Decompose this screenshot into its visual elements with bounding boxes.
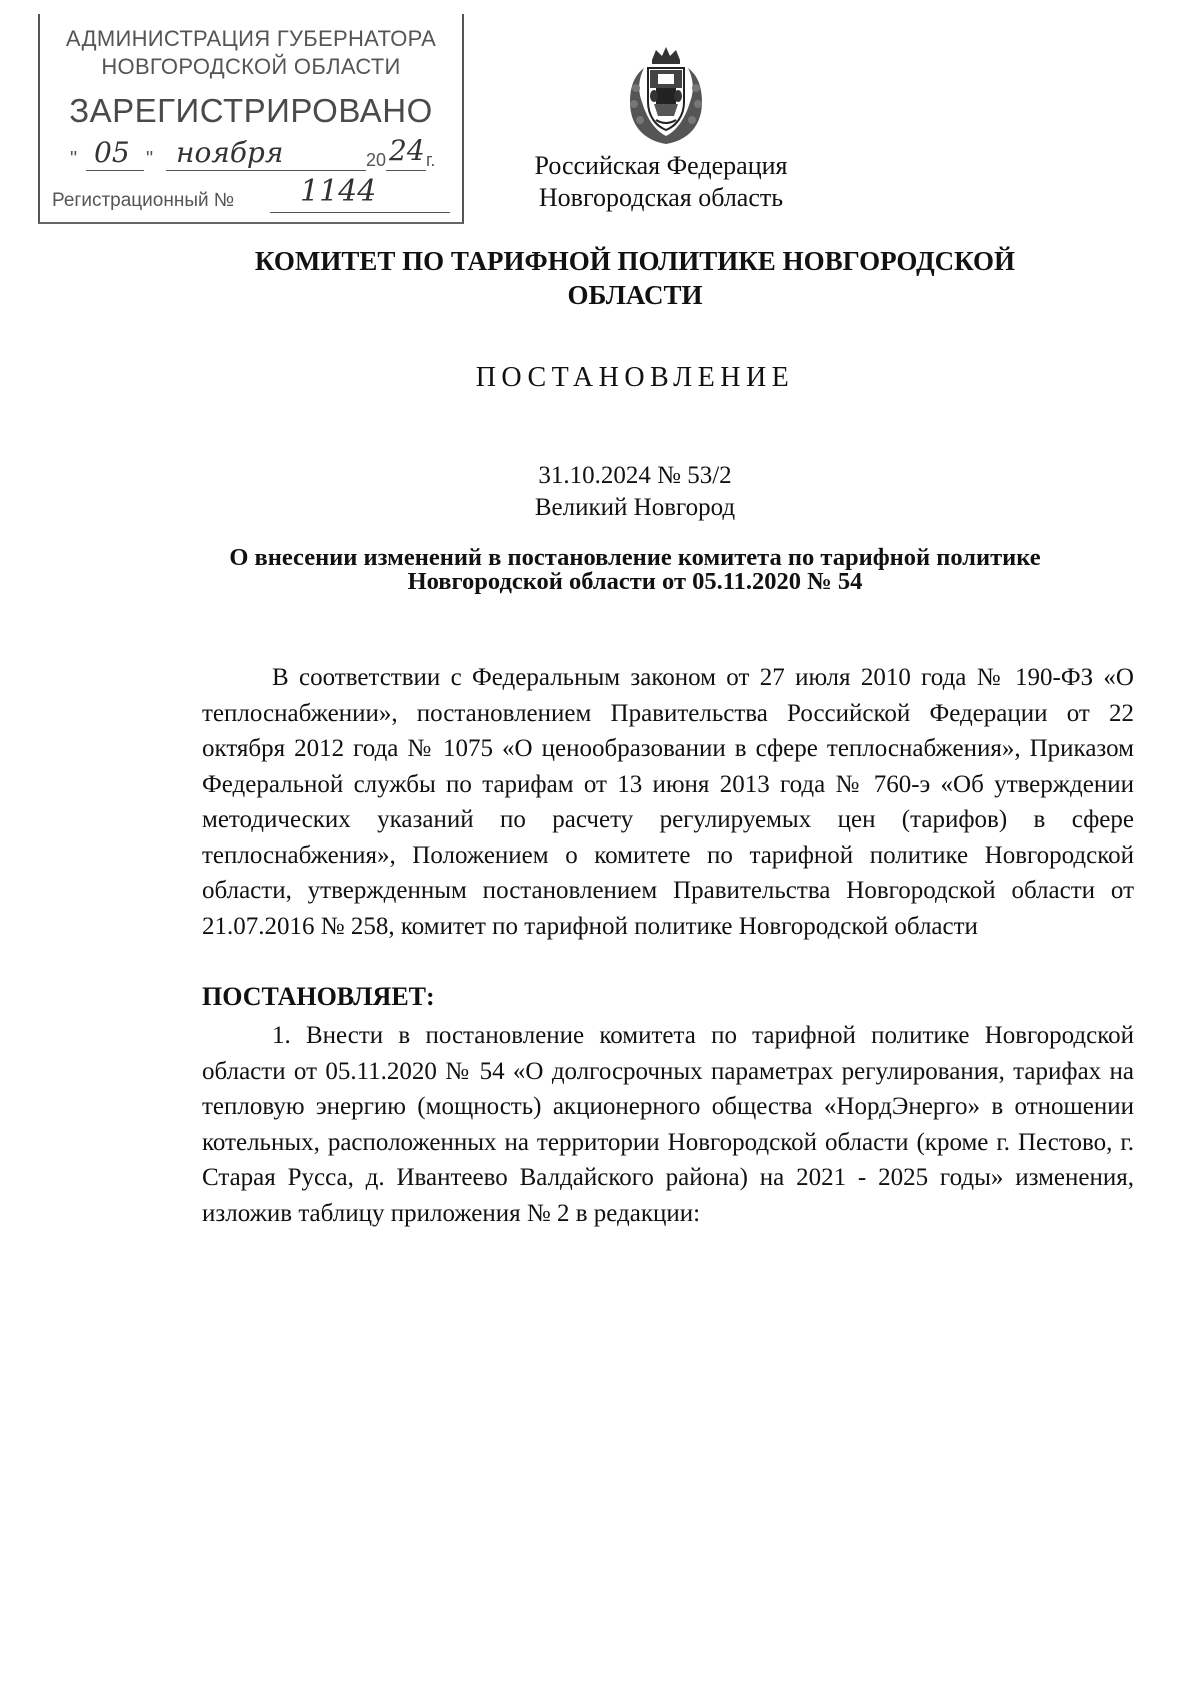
date-place <box>400 460 870 524</box>
place-name: Великий Новгород <box>534 494 736 521</box>
stamp-day-handwritten: 05 <box>94 136 130 169</box>
region-name: Новгородская область <box>538 183 784 212</box>
stamp-date-row: " 05 " ноября 20 24 г. <box>70 134 436 170</box>
stamp-year-prefix: 20 <box>366 150 387 170</box>
stamp-year-handwritten: 24 <box>389 134 425 167</box>
stamp-org-line2: НОВГОРОДСКОЙ ОБЛАСТИ <box>101 54 401 79</box>
stamp-regno-handwritten: 1144 <box>300 174 377 209</box>
body-paragraph-2 <box>202 1018 1134 1231</box>
stamp-year-suffix: г. <box>426 150 436 170</box>
stamp-month-handwritten: ноября <box>176 136 284 169</box>
stamp-org-line1: АДМИНИСТРАЦИЯ ГУБЕРНАТОРА <box>65 26 437 51</box>
federation-name: Российская Федерация <box>534 151 788 180</box>
date-number: 31.10.2024 № 53/2 <box>538 462 732 489</box>
stamp-regno-label: Регистрационный № <box>52 190 235 211</box>
coat-of-arms-icon <box>622 44 710 148</box>
stamp-registered: ЗАРЕГИСТРИРОВАНО <box>69 92 433 129</box>
document-title: О внесении изменений в постановление комитета по тарифной политике Новгородской области от 05.11.2020 № 54 <box>229 544 1041 595</box>
header-federation <box>500 150 822 214</box>
committee-name: КОМИТЕТ ПО ТАРИФНОЙ ПОЛИТИКЕ НОВГОРОДСКОЙ ОБЛАСТИ <box>254 246 1016 310</box>
paragraph-text: 1. Внести в постановление комитета по тарифной политике Новгородской области от 05.11.2020 № 54 «О долгосрочных параметрах регулирования, тарифах на тепловую энергию (мощность) акционерного общества «НордЭнерго» в отношении котельных, расположенных на территории Новгородской области (кроме г. Пестово, г. Старая Русса, д. Ивантеево Валдайского района) на 2021 - 2025 годы» изменения, изложив таблицу приложения № 2 в редакции: <box>202 1022 1134 1227</box>
decree-word: ПОСТАНОВЛЯЕТ: <box>202 982 435 1011</box>
body-paragraph-1 <box>202 660 1134 944</box>
stamp-regno-row <box>52 174 450 216</box>
document-type: ПОСТАНОВЛЕНИЕ <box>475 362 795 393</box>
registration-stamp <box>38 14 464 224</box>
paragraph-text: В соответствии с Федеральным законом от 27 июля 2010 года № 190-ФЗ «О теплоснабжении», постановлением Правительства Российской Федерации от 22 октября 2012 года № 1075 «О ценообразовании в сфере теплоснабжения», Приказом Федеральной службы по тарифам от 13 июня 2013 года № 760-э «Об утверждении методических указаний по расчету регулируемых цен (тарифов) в сфере теплоснабжения», Положением о комитете по тарифной политике Новгородской области, утвержденным постановлением Правительства Новгородской области от 21.07.2016 № 258, комитет по тарифной политике Новгородской области <box>202 664 1134 940</box>
